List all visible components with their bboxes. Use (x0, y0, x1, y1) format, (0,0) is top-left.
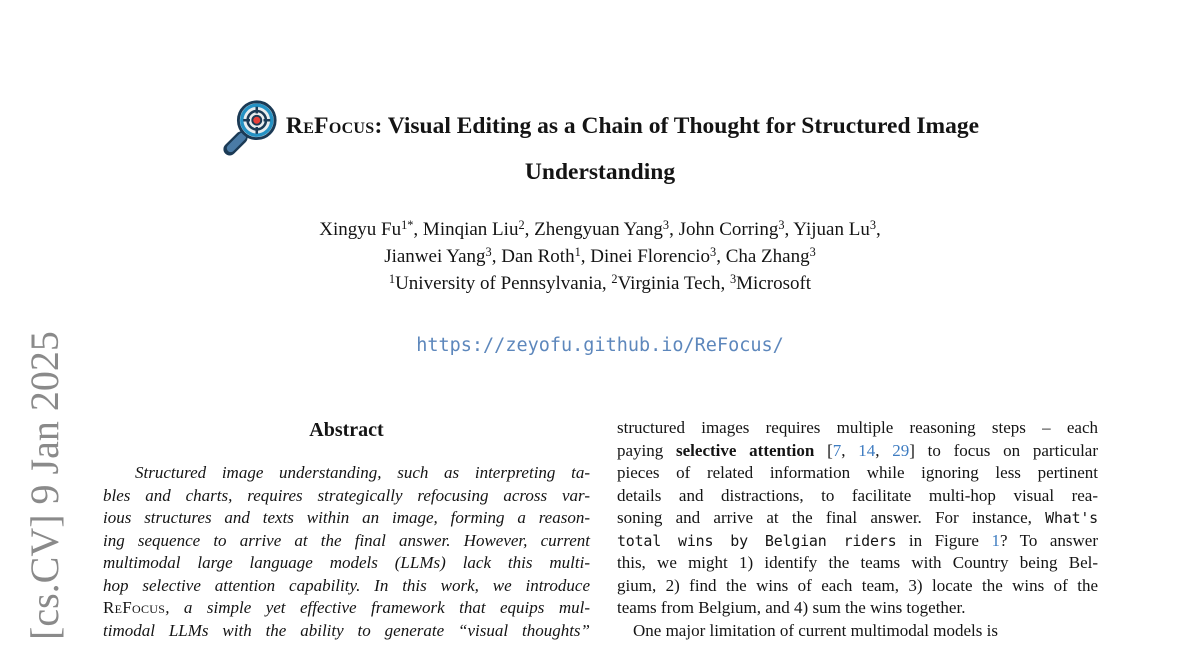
text-segment: 1 (574, 245, 581, 260)
paper-title-line2 (0, 154, 1200, 190)
text-segment: this, we might 1) identify the teams with Country being Bel- (617, 553, 1098, 572)
text-line (617, 530, 1098, 553)
text-line (103, 530, 590, 553)
author-line-1 (0, 216, 1200, 243)
text-segment: total wins by Belgian riders (617, 531, 897, 550)
text-segment: 3 (485, 245, 492, 260)
text-segment: in Figure (896, 530, 992, 550)
text-line (103, 485, 590, 508)
abstract-text-column (103, 462, 590, 642)
text-segment: What's (1045, 509, 1098, 527)
text-segment: bles and charts, requires strategically refocusing across var- (103, 485, 590, 505)
intro-text-column (617, 417, 1098, 642)
text-line (103, 462, 590, 485)
text-segment: pieces of related information while ignoring less pertinent (617, 463, 1098, 482)
text-segment: Microsoft (736, 273, 812, 294)
text-segment: selective attention (676, 440, 815, 460)
paper-title-line1 (0, 108, 1200, 152)
text-segment: timodal LLMs with the ability to generate “visual thoughts” (103, 620, 590, 640)
paper-title-text (286, 108, 979, 144)
text-segment: teams from Belgium, and 4) sum the wins together. (617, 598, 966, 617)
text-segment: 3 (662, 218, 670, 233)
citation-7-link[interactable]: 7 (832, 440, 842, 460)
text-segment: hop selective attention capability. In this work, we introduce (103, 575, 590, 595)
text-segment: , (875, 440, 893, 460)
text-segment: 3 (710, 245, 717, 260)
text-segment: [ (814, 440, 833, 460)
text-segment: One major limitation of current multimodal models is (633, 620, 998, 640)
title-block (0, 108, 1200, 190)
text-segment: , Dinei Florencio (580, 246, 711, 267)
text-segment: Structured image understanding, such as interpreting ta- (135, 463, 590, 482)
text-segment: , John Corring (669, 219, 779, 240)
text-segment: ? To answer (999, 530, 1098, 550)
text-line (617, 485, 1098, 508)
text-segment: 3 (809, 245, 816, 260)
text-segment: soning and arrive at the final answer. For instance, (617, 508, 1046, 527)
text-segment: Xingyu Fu (319, 219, 402, 240)
text-segment: ReFocus (103, 598, 166, 617)
text-line (103, 620, 590, 643)
project-url-row (0, 334, 1200, 358)
text-segment: 3 (729, 272, 737, 287)
text-segment: , Cha Zhang (716, 246, 810, 267)
author-line-2 (0, 243, 1200, 270)
text-segment: details and distractions, to facilitate multi-hop visual rea- (617, 485, 1098, 505)
text-segment: 1 (388, 272, 396, 287)
text-line (617, 620, 1098, 643)
text-segment: 1* (401, 218, 414, 233)
magnifier-target-icon (221, 98, 279, 156)
text-segment: ing sequence to arrive at the final answer. However, current (103, 530, 590, 550)
text-segment: , Dan Roth (491, 246, 575, 267)
text-line (103, 552, 590, 575)
figure-1-ref-link[interactable]: 1 (991, 530, 1000, 550)
text-segment: Virginia Tech, (617, 273, 730, 294)
text-segment: multimodal large language models (LLMs) lack this multi- (103, 553, 590, 572)
text-segment: Understanding (524, 159, 676, 185)
text-line (617, 597, 1098, 620)
text-segment: , (841, 440, 859, 460)
text-segment: Jianwei Yang (384, 246, 486, 267)
text-segment: 3 (778, 218, 785, 233)
text-segment: paying (617, 440, 677, 460)
arxiv-stamp: [cs.CV] 9 Jan 2025 (22, 331, 67, 640)
citation-29-link[interactable]: 29 (892, 440, 910, 460)
abstract-heading: Abstract (309, 419, 384, 441)
text-segment: ious structures and texts within an image, forming a reason- (103, 508, 590, 527)
text-segment: , (876, 219, 881, 240)
text-segment: , Zhengyuan Yang (524, 219, 663, 240)
text-segment: , Minqian Liu (413, 219, 519, 240)
text-segment: structured images requires multiple reasoning steps – each (617, 418, 1098, 437)
text-segment: , Yijuan Lu (784, 219, 870, 240)
text-segment: University of Pennsylvania, (395, 273, 612, 294)
text-line (617, 417, 1098, 440)
author-block (0, 216, 1200, 297)
text-segment: 3 (869, 218, 876, 233)
text-segment: , a simple yet effective framework that equips mul- (165, 598, 590, 617)
affiliations-line (0, 270, 1200, 297)
text-line (617, 575, 1098, 598)
text-line (103, 575, 590, 598)
project-url-link[interactable]: https://zeyofu.github.io/ReFocus/ (416, 335, 784, 356)
text-segment: gium, 2) find the wins of each team, 3) locate the wins of the (617, 575, 1098, 595)
text-line (617, 507, 1098, 530)
text-segment: 2 (611, 272, 618, 287)
text-line (103, 597, 590, 620)
text-line (617, 440, 1098, 463)
text-segment: 2 (518, 218, 525, 233)
text-segment: : Visual Editing as a Chain of Thought for Structured Image (374, 113, 980, 139)
text-segment: ] to focus on particular (909, 440, 1099, 460)
text-line (103, 507, 590, 530)
text-segment: ReFocus (285, 113, 375, 139)
citation-14-link[interactable]: 14 (858, 440, 876, 460)
text-line (617, 462, 1098, 485)
text-line (617, 552, 1098, 575)
